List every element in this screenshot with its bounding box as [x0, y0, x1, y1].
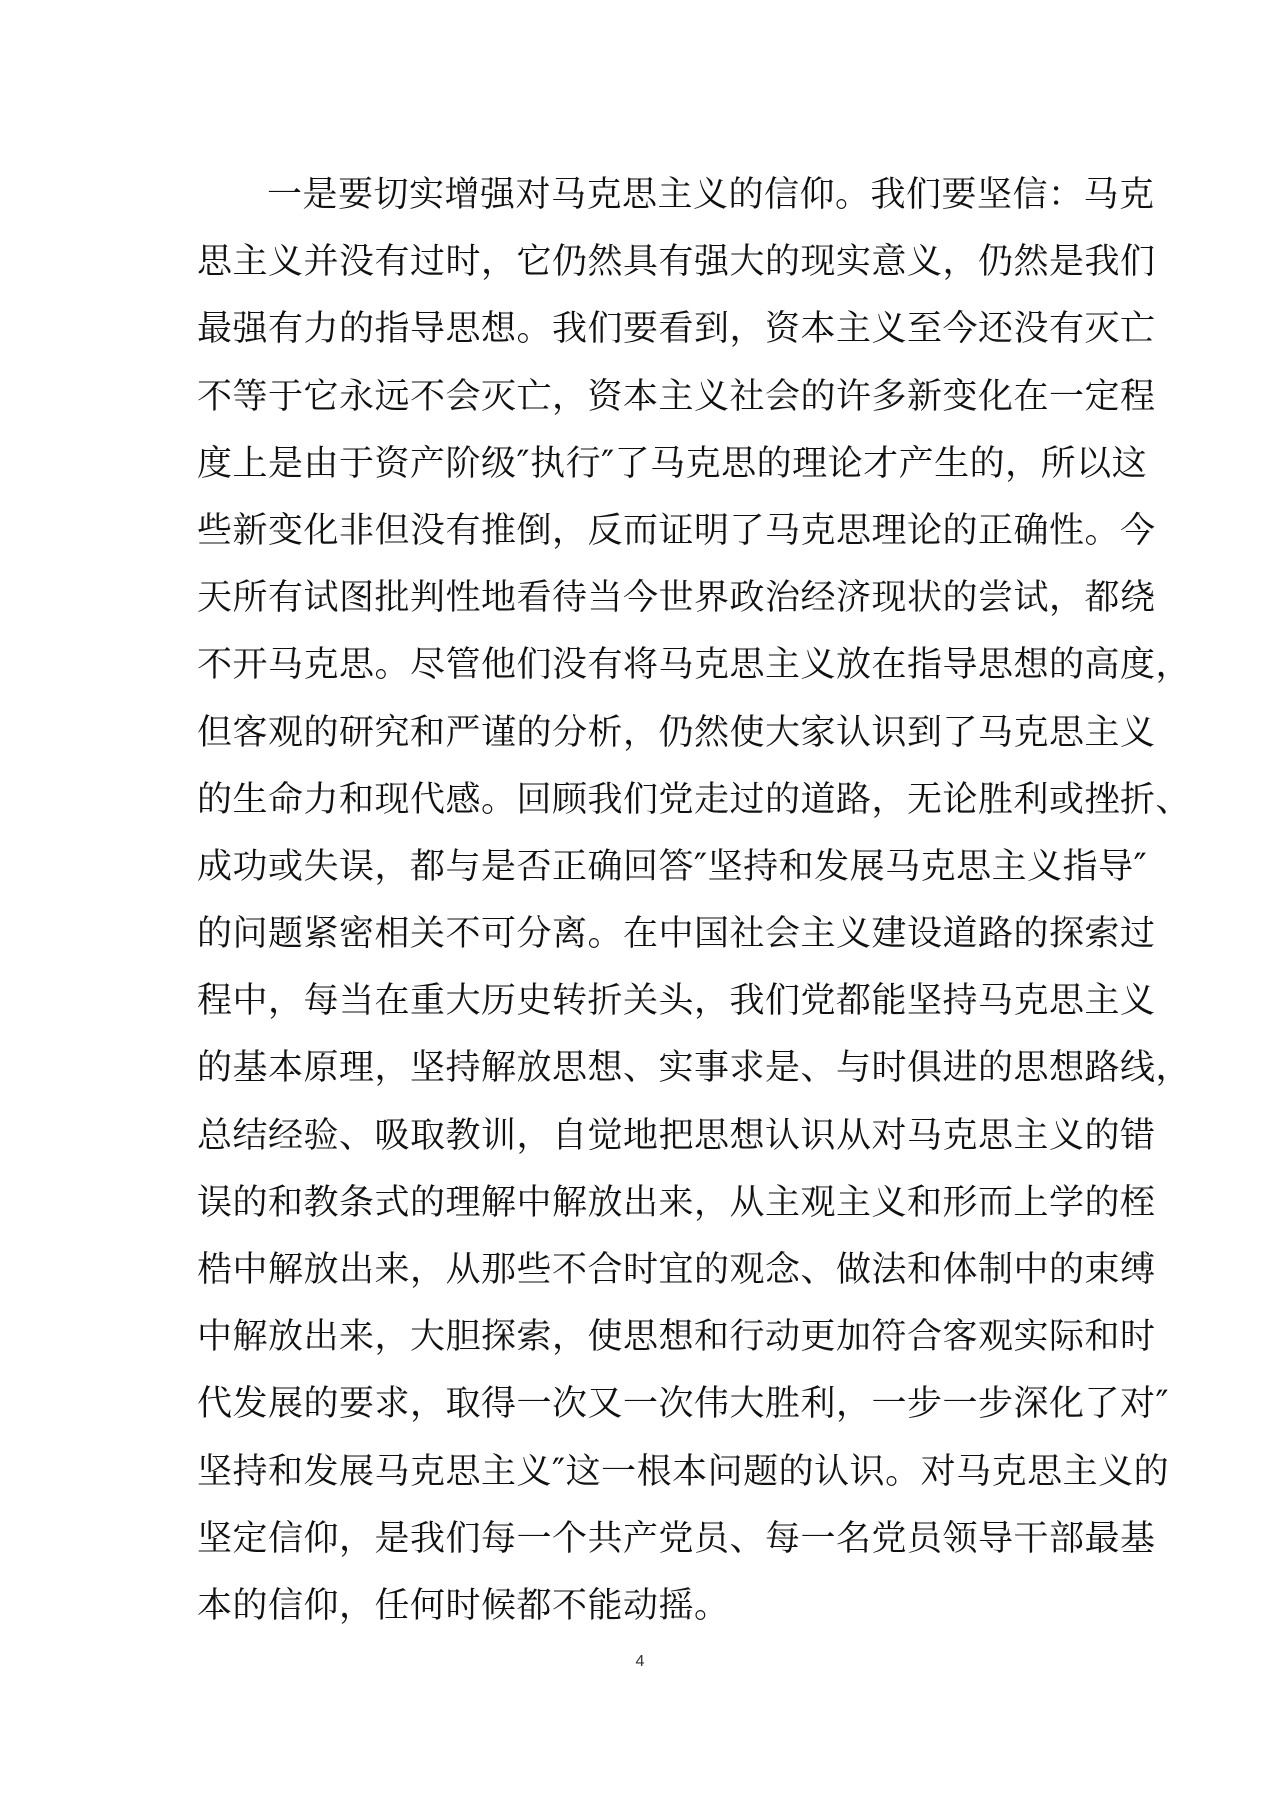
paragraph-line-22: 本的信仰，任何时候都不能动摇。 — [197, 1585, 730, 1626]
paragraph-line-13: 程中，每当在重大历史转折关头，我们党都能坚持马克思主义 — [197, 981, 1156, 1022]
paragraph-line-20: 坚持和发展马克思主义″这一根本问题的认识。对马克思主义的 — [197, 1451, 1170, 1492]
paragraph-line-12: 的问题紧密相关不可分离。在中国社会主义建设道路的探索过 — [197, 914, 1156, 955]
paragraph-line-1: 一是要切实增强对马克思主义的信仰。我们要坚信：马克 — [267, 175, 1155, 215]
paragraph-line-3: 最强有力的指导思想。我们要看到，资本主义至今还没有灭亡 — [197, 309, 1156, 350]
paragraph-line-10: 的生命力和现代感。回顾我们党走过的道路，无论胜利或挫折、 — [197, 779, 1192, 820]
paragraph-line-4: 不等于它永远不会灭亡，资本主义社会的许多新变化在一定程 — [197, 376, 1156, 417]
body-paragraph — [197, 162, 1192, 1640]
paragraph-line-5: 度上是由于资产阶级″执行″了马克思的理论才产生的，所以这 — [197, 443, 1148, 484]
paragraph-line-8: 不开马克思。尽管他们没有将马克思主义放在指导思想的高度， — [197, 645, 1192, 686]
paragraph-line-6: 些新变化非但没有推倒，反而证明了马克思理论的正确性。今 — [197, 510, 1156, 551]
paragraph-line-2: 思主义并没有过时，它仍然具有强大的现实意义，仍然是我们 — [197, 242, 1156, 283]
paragraph-line-21: 坚定信仰，是我们每一个共产党员、每一名党员领导干部最基 — [197, 1518, 1156, 1559]
paragraph-line-7: 天所有试图批判性地看待当今世界政治经济现状的尝试，都绕 — [197, 578, 1156, 619]
paragraph-line-9: 但客观的研究和严谨的分析，仍然使大家认识到了马克思主义 — [197, 712, 1156, 753]
paragraph-line-15: 总结经验、吸取教训，自觉地把思想认识从对马克思主义的错 — [197, 1115, 1156, 1156]
paragraph-line-17: 梏中解放出来，从那些不合时宜的观念、做法和体制中的束缚 — [197, 1250, 1156, 1290]
paragraph-line-16: 误的和教条式的理解中解放出来，从主观主义和形而上学的桎 — [197, 1182, 1156, 1223]
page-number: 4 — [635, 1653, 645, 1670]
paragraph-line-19: 代发展的要求，取得一次又一次伟大胜利，一步一步深化了对″ — [197, 1384, 1170, 1425]
paragraph-line-18: 中解放出来，大胆探索，使思想和行动更加符合客观实际和时 — [197, 1317, 1156, 1358]
paragraph-line-14: 的基本原理，坚持解放思想、实事求是、与时俱进的思想路线， — [197, 1048, 1192, 1089]
paragraph-line-11: 成功或失误，都与是否正确回答″坚持和发展马克思主义指导″ — [197, 846, 1148, 887]
